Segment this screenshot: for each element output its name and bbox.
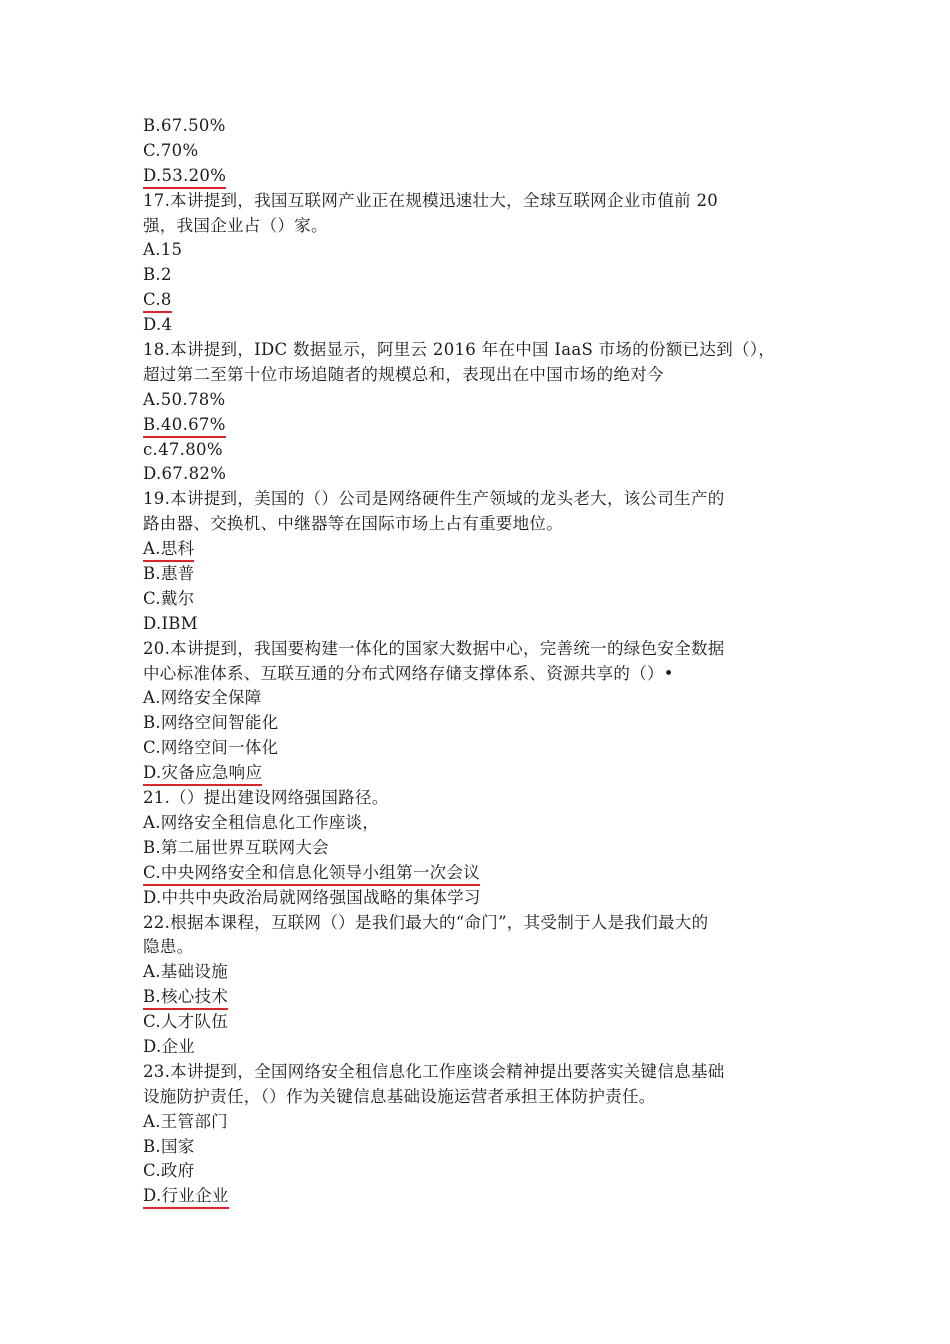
line-text: A.思科 [143,538,194,562]
line-text: A.网络安全保障 [143,688,262,708]
line-text: B.惠普 [143,564,195,584]
text-line [143,114,815,139]
answer-line-highlighted [143,861,815,886]
text-line [143,711,815,736]
answer-line-highlighted [143,1184,815,1209]
line-text: A.50.78% [143,389,226,409]
line-text: D.67.82% [143,464,227,484]
text-line [143,886,815,911]
line-text: B.40.67% [143,414,226,438]
text-line [143,1060,815,1085]
line-text: B.网络空间智能化 [143,713,279,733]
text-line [143,263,815,288]
text-line [143,612,815,637]
line-text: C.网络空间一体化 [143,738,279,758]
text-line [143,313,815,338]
line-text: B.国家 [143,1136,195,1156]
text-line [143,1159,815,1184]
line-text: D.53.20% [143,165,226,189]
line-text: B.67.50% [143,116,226,135]
line-text: C.人才队伍 [143,1012,229,1032]
text-line [143,662,815,687]
line-text: B.第二届世界互联网大会 [143,837,329,857]
line-text: D.4 [143,315,173,335]
text-line [143,960,815,985]
answer-line-highlighted [143,537,815,562]
text-line [143,139,815,164]
line-text: A.网络安全租信息化工作座谈， [143,812,380,832]
text-line [143,911,815,936]
text-line [143,736,815,761]
text-line [143,935,815,960]
line-text: 23.本讲提到，全国网络安全租信息化工作座谈会精神提出要落实关键信息基础 [143,1061,725,1081]
text-line [143,811,815,836]
text-line [143,836,815,861]
line-text: A.基础设施 [143,962,228,982]
line-text: 强，我国企业占（）家。 [143,215,328,235]
line-text: B.2 [143,265,172,285]
text-line [143,562,815,587]
answer-line-highlighted [143,985,815,1010]
text-line [143,238,815,263]
line-text: B.核心技术 [143,986,228,1010]
text-line [143,438,815,463]
text-line [143,587,815,612]
text-line [143,1010,815,1035]
line-text: D.行业企业 [143,1185,229,1209]
text-line [143,686,815,711]
line-text: D.中共中央政治局就网络强国战略的集体学习 [143,887,481,907]
line-text: 隐患。 [143,937,194,957]
text-line [143,637,815,662]
answer-line-highlighted [143,761,815,786]
line-text: 18.本讲提到，IDC 数据显示，阿里云 2016 年在中国 IaaS 市场的份额已达到（）， [143,340,776,360]
text-line [143,214,815,239]
line-text: C.中央网络安全和信息化领导小组第一次会议 [143,862,480,886]
answer-line-highlighted [143,413,815,438]
line-text: D.IBM [143,613,198,633]
line-text: C.戴尔 [143,588,195,608]
text-line [143,338,815,363]
line-text: D.企业 [143,1036,196,1056]
line-text: 17.本讲提到，我国互联网产业正在规模迅速壮大，全球互联网企业市值前 20 [143,190,719,210]
text-line [143,363,815,388]
line-text: 设施防护责任，（）作为关键信息基础设施运营者承担王体防护责任。 [143,1086,656,1106]
line-text: 20.本讲提到，我国要构建一体化的国家大数据中心，完善统一的绿色安全数据 [143,638,725,658]
text-line [143,1035,815,1060]
text-line [143,512,815,537]
text-line [143,189,815,214]
text-line [143,388,815,413]
text-line [143,1135,815,1160]
text-line [143,786,815,811]
document-body [143,114,815,1209]
line-text: C.8 [143,289,172,313]
line-text: 22.根据本课程，互联网（）是我们最大的“命门”，其受制于人是我们最大的 [143,912,709,932]
line-text: A.15 [143,240,183,260]
line-text: C.70% [143,140,199,160]
answer-line-highlighted [143,288,815,313]
line-text: D.灾备应急响应 [143,762,262,786]
line-text: 超过第二至第十位市场追随者的规模总和，表现出在中国市场的绝对今 [143,364,664,384]
line-text: A.王管部门 [143,1111,228,1131]
line-text: c.47.80% [143,439,223,459]
text-line [143,487,815,512]
line-text: 21.（）提出建设网络强国路径。 [143,788,389,808]
text-line [143,1110,815,1135]
line-text: 路由器、交换机、中继器等在国际市场上占有重要地位。 [143,514,563,534]
line-text: C.政府 [143,1161,195,1181]
line-text: 中心标准体系、互联互通的分布式网络存储支撑体系、资源共享的（）• [143,663,674,683]
answer-line-highlighted [143,164,815,189]
line-text: 19.本讲提到，美国的（）公司是网络硬件生产领域的龙头老大，该公司生产的 [143,489,725,509]
text-line [143,1085,815,1110]
text-line [143,462,815,487]
